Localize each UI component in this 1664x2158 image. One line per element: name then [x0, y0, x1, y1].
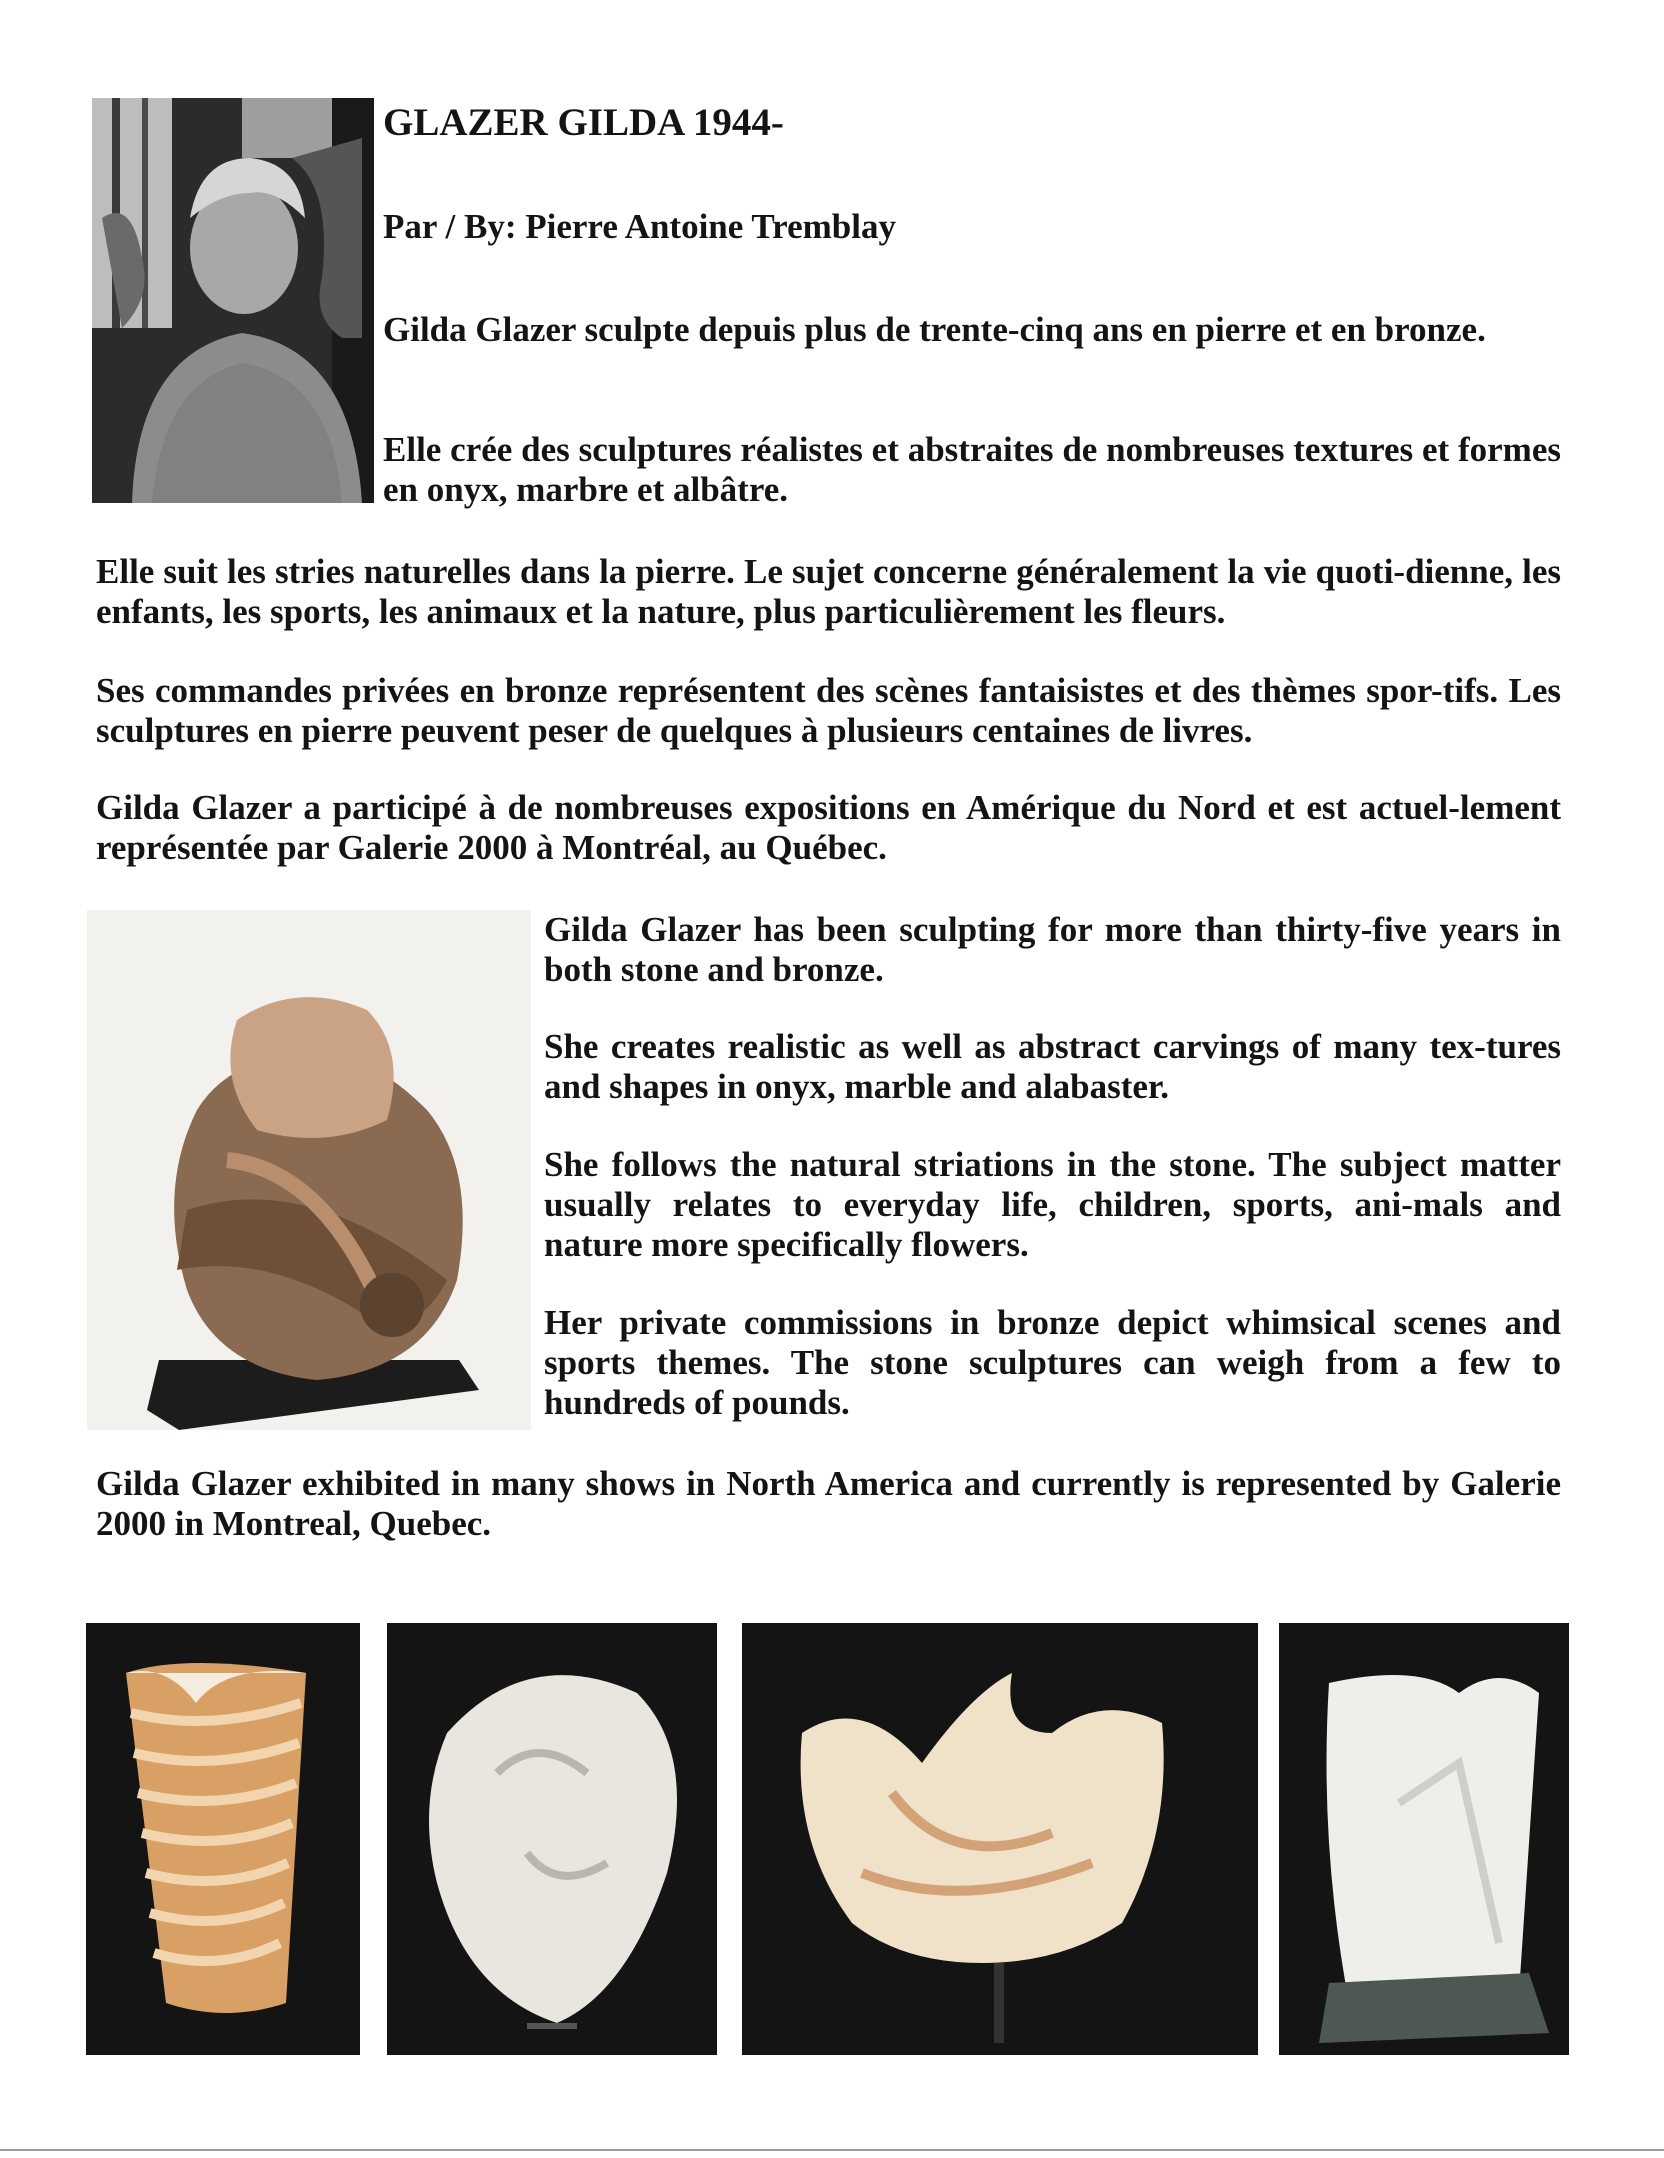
french-paragraph-5: Gilda Glazer a participé à de nombreuses expositions en Amérique du Nord et est actuel-lement représentée par Galerie 2000 à Montréal, au Québec.	[96, 788, 1561, 867]
english-paragraph-3: She follows the natural striations in the stone. The subject matter usually relates to everyday life, children, sports, ani-mals and nature more specifically flowers.	[544, 1145, 1561, 1264]
french-paragraph-2: Elle crée des sculptures réalistes et abstraites de nombreuses textures et formes en onyx, marbre et albâtre.	[383, 430, 1561, 509]
french-paragraph-1: Gilda Glazer sculpte depuis plus de trente-cinq ans en pierre et en bronze.	[383, 310, 1486, 349]
bottom-rule	[0, 2149, 1664, 2151]
english-paragraph-2: She creates realistic as well as abstract carvings of many tex-tures and shapes in onyx, marble and alabaster.	[544, 1027, 1561, 1106]
french-paragraph-3: Elle suit les stries naturelles dans la pierre. Le sujet concerne généralement la vie quoti-dienne, les enfants, les sports, les animaux et la nature, plus particulièrement les fleurs.	[96, 552, 1561, 631]
sculpture-abstract-photo	[1279, 1623, 1569, 2055]
page-title: GLAZER GILDA 1944-	[383, 101, 784, 144]
artist-portrait-photo	[92, 98, 374, 503]
byline: Par / By: Pierre Antoine Tremblay	[383, 207, 896, 246]
sculpture-white-head-photo	[387, 1623, 717, 2055]
english-paragraph-1: Gilda Glazer has been sculpting for more than thirty-five years in both stone and bronze.	[544, 910, 1561, 989]
sculpture-onyx-photo	[86, 1623, 360, 2055]
english-paragraph-4: Her private commissions in bronze depict whimsical scenes and sports themes. The stone sculptures can weigh from a few to hundreds of pounds.	[544, 1303, 1561, 1422]
sculpture-flower-photo	[742, 1623, 1258, 2055]
english-paragraph-5: Gilda Glazer exhibited in many shows in North America and currently is represented by Galerie 2000 in Montreal, Quebec.	[96, 1464, 1561, 1543]
french-paragraph-4: Ses commandes privées en bronze représentent des scènes fantaisistes et des thèmes spor-tifs. Les sculptures en pierre peuvent peser de quelques à plusieurs centaines de livres.	[96, 671, 1561, 750]
sculpture-figure-photo	[87, 910, 531, 1430]
